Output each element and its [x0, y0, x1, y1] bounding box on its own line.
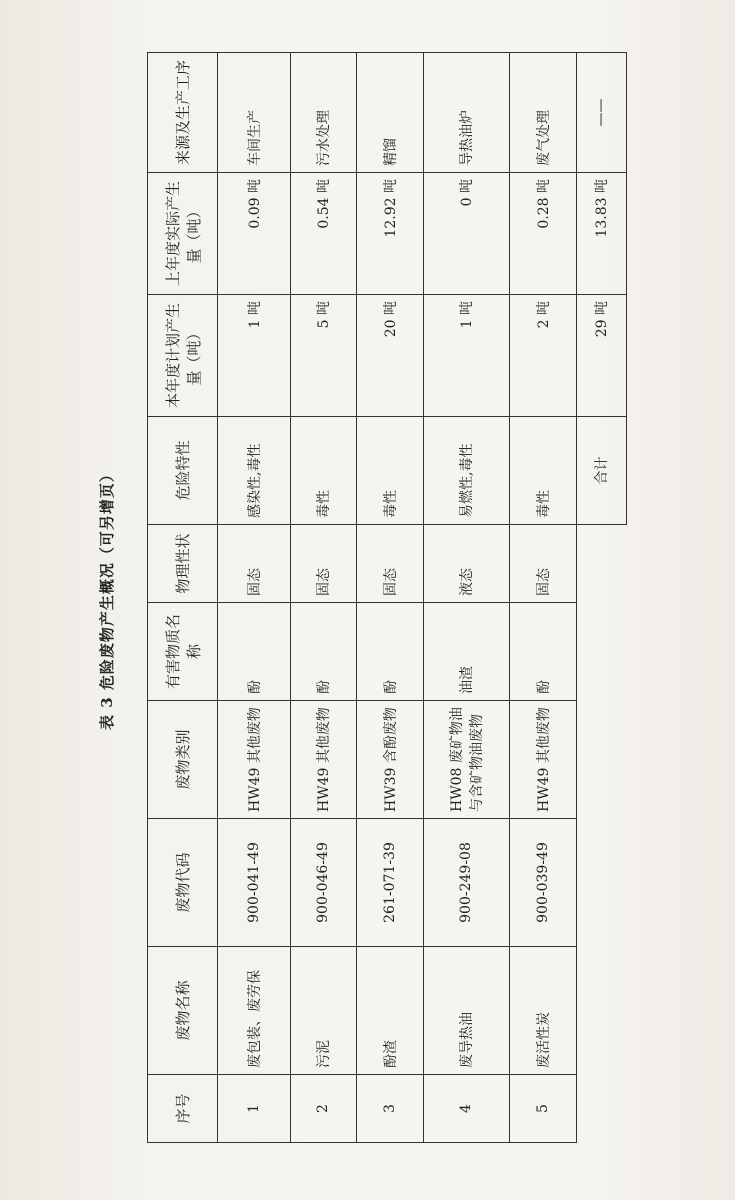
header-code: 废物代码 — [148, 819, 218, 947]
table-row — [290, 53, 356, 1143]
cell-hazard: 毒性 — [357, 417, 423, 525]
cell-code: 900-039-49 — [510, 819, 576, 947]
total-planned: 29 吨 — [576, 295, 626, 417]
cell-hazard: 毒性 — [510, 417, 576, 525]
cell-code: 900-041-49 — [218, 819, 291, 947]
cell-category: HW08 废矿物油与含矿物油废物 — [423, 701, 510, 819]
cell-code: 900-249-08 — [423, 819, 510, 947]
cell-physical: 固态 — [290, 525, 356, 603]
cell-actual: 0.28 吨 — [510, 173, 576, 295]
cell-category: HW49 其他废物 — [218, 701, 291, 819]
table-row — [423, 53, 510, 1143]
total-row — [576, 53, 626, 1143]
cell-code: 261-071-39 — [357, 819, 423, 947]
cell-seq: 5 — [510, 1075, 576, 1143]
cell-planned: 20 吨 — [357, 295, 423, 417]
cell-seq: 3 — [357, 1075, 423, 1143]
cell-seq: 4 — [423, 1075, 510, 1143]
cell-actual: 0.54 吨 — [290, 173, 356, 295]
table-row — [218, 53, 291, 1143]
cell-substance: 酚 — [218, 603, 291, 701]
cell-source: 废气处理 — [510, 53, 576, 173]
cell-category: HW39 含酚废物 — [357, 701, 423, 819]
cell-hazard: 毒性 — [290, 417, 356, 525]
cell-category: HW49 其他废物 — [290, 701, 356, 819]
total-source: —— — [576, 53, 626, 173]
cell-category: HW49 其他废物 — [510, 701, 576, 819]
cell-planned: 1 吨 — [218, 295, 291, 417]
header-substance: 有害物质名称 — [148, 603, 218, 701]
cell-hazard: 易燃性,毒性 — [423, 417, 510, 525]
cell-substance: 酚 — [357, 603, 423, 701]
cell-planned: 1 吨 — [423, 295, 510, 417]
cell-seq: 2 — [290, 1075, 356, 1143]
header-planned: 本年度计划产生量（吨） — [148, 295, 218, 417]
cell-seq: 1 — [218, 1075, 291, 1143]
cell-actual: 0.09 吨 — [218, 173, 291, 295]
cell-name: 污泥 — [290, 947, 356, 1075]
cell-source: 污水处理 — [290, 53, 356, 173]
cell-planned: 2 吨 — [510, 295, 576, 417]
cell-name: 酚渣 — [357, 947, 423, 1075]
header-name: 废物名称 — [148, 947, 218, 1075]
cell-physical: 固态 — [510, 525, 576, 603]
cell-substance: 酚 — [510, 603, 576, 701]
cell-code: 900-046-49 — [290, 819, 356, 947]
header-physical: 物理性状 — [148, 525, 218, 603]
cell-substance: 酚 — [290, 603, 356, 701]
cell-source: 精馏 — [357, 53, 423, 173]
header-source: 来源及生产工序 — [148, 53, 218, 173]
cell-actual: 0 吨 — [423, 173, 510, 295]
rotated-document — [87, 33, 647, 1163]
cell-name: 废导热油 — [423, 947, 510, 1075]
header-hazard: 危险特性 — [148, 417, 218, 525]
cell-name: 废包装、废劳保 — [218, 947, 291, 1075]
cell-physical: 液态 — [423, 525, 510, 603]
table-row — [357, 53, 423, 1143]
cell-physical: 固态 — [218, 525, 291, 603]
header-actual: 上年度实际产生量（吨） — [148, 173, 218, 295]
cell-substance: 油渣 — [423, 603, 510, 701]
cell-planned: 5 吨 — [290, 295, 356, 417]
cell-physical: 固态 — [357, 525, 423, 603]
total-blank-cell — [576, 525, 626, 1143]
header-category: 废物类别 — [148, 701, 218, 819]
hazardous-waste-table — [147, 52, 627, 1143]
cell-source: 导热油炉 — [423, 53, 510, 173]
header-seq: 序号 — [148, 1075, 218, 1143]
total-actual: 13.83 吨 — [576, 173, 626, 295]
header-row — [148, 53, 218, 1143]
cell-hazard: 感染性,毒性 — [218, 417, 291, 525]
cell-actual: 12.92 吨 — [357, 173, 423, 295]
total-label: 合计 — [576, 417, 626, 525]
table-row — [510, 53, 576, 1143]
cell-name: 废活性炭 — [510, 947, 576, 1075]
table-caption: 表 3 危险废物产生概况（可另增页） — [98, 466, 116, 730]
cell-source: 车间生产 — [218, 53, 291, 173]
